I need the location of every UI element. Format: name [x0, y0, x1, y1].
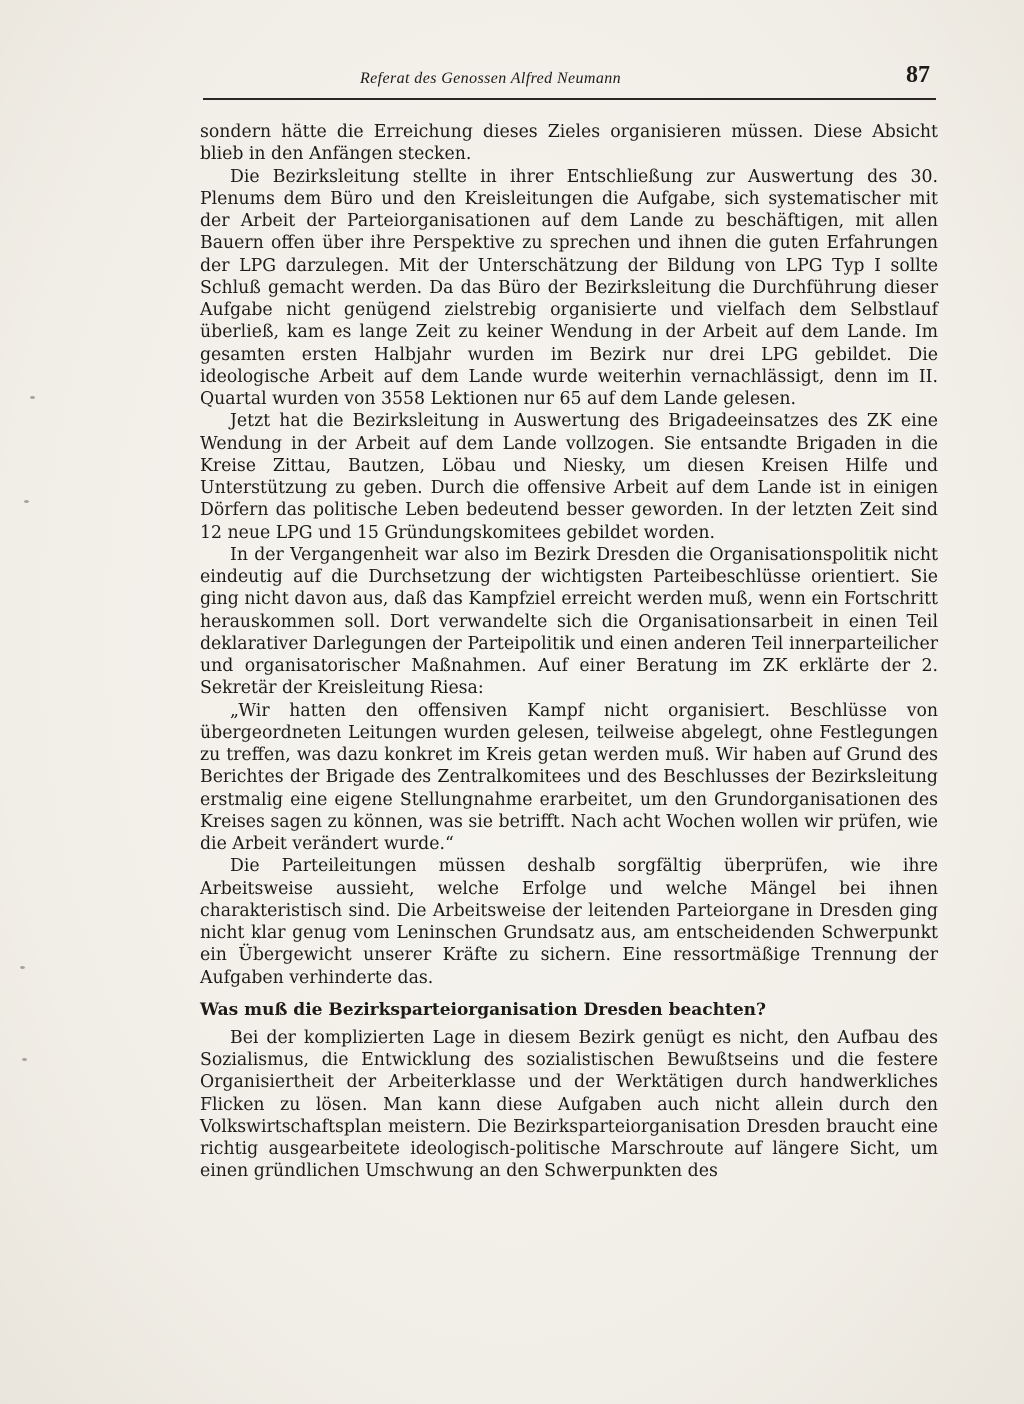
- paragraph: Jetzt hat die Bezirksleitung in Auswertung des Brigadeeinsatzes des ZK eine Wendung in der Arbeit auf dem Lande vollzogen. Sie entsandte Brigaden in die Kreise Zittau, Bautzen, Löbau und Niesky, um diesen Kreisen Hilfe und Unterstützung zu geben. Durch die offensive Arbeit auf dem Lande ist in einigen Dörfern das politische Leben bedeutend besser geworden. In der letzten Zeit sind 12 neue LPG und 15 Gründungskomitees gebildet worden.: [200, 411, 938, 543]
- page-header: [203, 64, 936, 100]
- running-title: Referat des Genossen Alfred Neumann: [360, 70, 622, 87]
- paragraph: Bei der komplizierten Lage in diesem Bezirk genügt es nicht, den Aufbau des Sozialismus, die Entwicklung des sozialistischen Bewußtseins und die festere Organisiertheit der Arbeiterklasse und der Werktätigen durch handwerkliches Flicken zu lösen. Man kann diese Aufgaben auch nicht allein durch den Volkswirtschaftsplan meistern. Die Bezirksparteiorganisation Dresden braucht eine richtig ausgearbeitete ideologisch-politische Marschroute auf längere Sicht, um einen gründlichen Umschwung an den Schwerpunkten des: [200, 1027, 938, 1182]
- scan-speck: [24, 500, 29, 503]
- paragraph: Die Bezirksleitung stellte in ihrer Entschließung zur Auswertung des 30. Plenums dem Büro und den Kreisleitungen die Aufgabe, sich systematischer mit der Arbeit der Parteiorganisationen auf dem Lande zu beschäftigen, mit allen Bauern offen über ihre Perspektive zu sprechen und ihnen die guten Erfahrungen der LPG darzulegen. Mit der Unterschätzung der Bildung von LPG Typ I sollte Schluß gemacht werden. Da das Büro der Bezirksleitung die Durchführung dieser Aufgabe nicht genügend zielstrebig organisierte und vielfach dem Selbstlauf überließ, kam es lange Zeit zu keiner Wendung in der Arbeit auf dem Lande. Im gesamten ersten Halbjahr wurden im Bezirk nur drei LPG gebildet. Die ideologische Arbeit auf dem Lande wurde weiterhin vernachlässigt, denn im II. Quartal wurden von 3558 Lektionen nur 65 auf dem Lande gelesen.: [200, 166, 938, 409]
- page-number: 87: [906, 62, 930, 88]
- quotation-paragraph: „Wir hatten den offensiven Kampf nicht organisiert. Beschlüsse von übergeordneten Leitungen wurden gelesen, teilweise abgelegt, ohne Festlegungen zu treffen, was dazu konkret im Kreis getan werden muß. Wir haben auf Grund des Berichtes der Brigade des Zentralkomitees und des Beschlusses der Bezirksleitung erstmalig eine eigene Stellungnahme erarbeitet, um den Grundorganisationen des Kreises sagen zu können, was sie betrifft. Nach acht Wochen wollen wir prüfen, wie die Arbeit verändert wurde.“: [200, 700, 938, 854]
- paragraph: In der Vergangenheit war also im Bezirk Dresden die Organisationspolitik nicht eindeutig auf die Durchsetzung der wichtigsten Parteibeschlüsse orientiert. Sie ging nicht davon aus, daß das Kampfziel erreicht werden muß, wenn ein Fortschritt herauskommen soll. Dort verwandelte sich die Organisationsarbeit in einen Teil deklarativer Darlegungen der Parteipolitik und einen anderen Teil innerparteilicher und organisatorischer Maßnahmen. Auf einer Beratung im ZK erklärte der 2. Sekretär der Kreisleitung Riesa:: [200, 544, 938, 699]
- scan-speck: [22, 1058, 27, 1061]
- scan-speck: [20, 966, 25, 969]
- paragraph-continued: sondern hätte die Erreichung dieses Zieles organisieren müssen. Diese Absicht blieb in den Anfängen stecken.: [200, 122, 938, 165]
- body-text: [200, 121, 938, 1183]
- section-heading: Was muß die Bezirksparteiorganisation Dresden beachten?: [200, 999, 766, 1020]
- paragraph: Die Parteileitungen müssen deshalb sorgfältig überprüfen, wie ihre Arbeitsweise aussieht, welche Erfolge und welche Mängel bei ihnen charakteristisch sind. Die Arbeitsweise der leitenden Parteiorgane in Dresden ging nicht klar genug vom Leninschen Grundsatz aus, am entscheidenden Schwerpunkt ein Übergewicht unserer Kräfte zu sichern. Eine ressortmäßige Trennung der Aufgaben verhinderte das.: [200, 856, 938, 988]
- scan-speck: [30, 396, 35, 399]
